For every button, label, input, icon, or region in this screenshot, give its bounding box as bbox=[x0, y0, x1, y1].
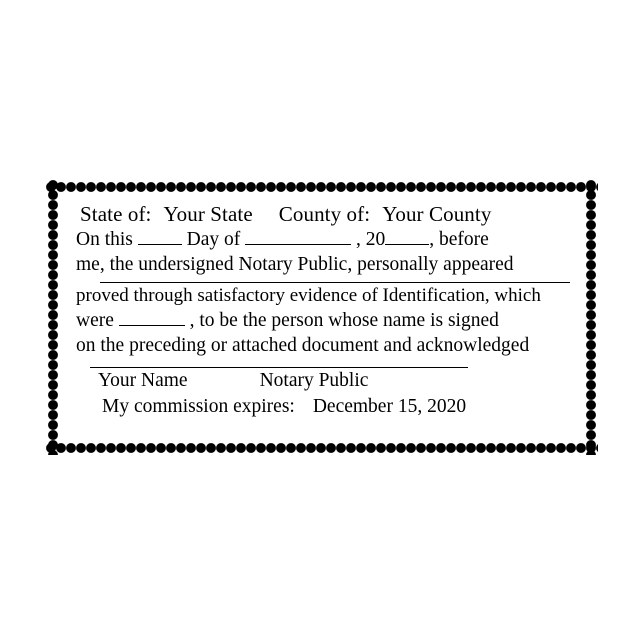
commission-date[interactable]: December 15, 2020 bbox=[312, 396, 467, 417]
notary-stamp[interactable] bbox=[46, 180, 598, 455]
stamp-signature-row bbox=[98, 370, 574, 392]
before-text: , before bbox=[429, 229, 489, 250]
stamp-body-line-4 bbox=[76, 310, 574, 332]
stamp-body-line-1 bbox=[76, 229, 574, 251]
stamp-border-left bbox=[46, 180, 60, 455]
stamp-content bbox=[60, 194, 584, 441]
stamp-body-line-3: proved through satisfactory evidence of Identification, which bbox=[76, 285, 541, 306]
identification-blank[interactable] bbox=[119, 310, 185, 326]
year-blank[interactable] bbox=[385, 229, 429, 245]
day-blank[interactable] bbox=[138, 229, 182, 245]
stamp-border-top bbox=[46, 180, 598, 194]
appeared-name-rule[interactable] bbox=[100, 282, 570, 283]
county-label: County of: bbox=[278, 202, 371, 226]
notary-title: Notary Public bbox=[259, 370, 369, 391]
notary-name[interactable]: Your Name bbox=[98, 370, 188, 391]
stamp-border-bottom bbox=[46, 441, 598, 455]
stamp-header-row bbox=[80, 204, 574, 225]
signature-rule[interactable] bbox=[90, 367, 468, 368]
month-blank[interactable] bbox=[245, 229, 351, 245]
state-value[interactable]: Your State bbox=[163, 202, 253, 226]
year-prefix-text: , 20 bbox=[351, 229, 386, 250]
stamp-border-right bbox=[584, 180, 598, 455]
day-of-text: Day of bbox=[181, 229, 246, 250]
stamp-commission-row bbox=[102, 396, 574, 418]
state-label: State of: bbox=[80, 202, 152, 226]
stamp-body-line-5: on the preceding or attached document and acknowledged bbox=[76, 335, 530, 356]
person-signed-text: , to be the person whose name is signed bbox=[184, 310, 499, 331]
commission-label: My commission expires: bbox=[102, 396, 295, 417]
stamp-body-line-2: me, the undersigned Notary Public, personally appeared bbox=[76, 254, 514, 275]
county-value[interactable]: Your County bbox=[382, 202, 492, 226]
were-text: were bbox=[76, 310, 119, 331]
on-this-text: On this bbox=[76, 229, 138, 250]
